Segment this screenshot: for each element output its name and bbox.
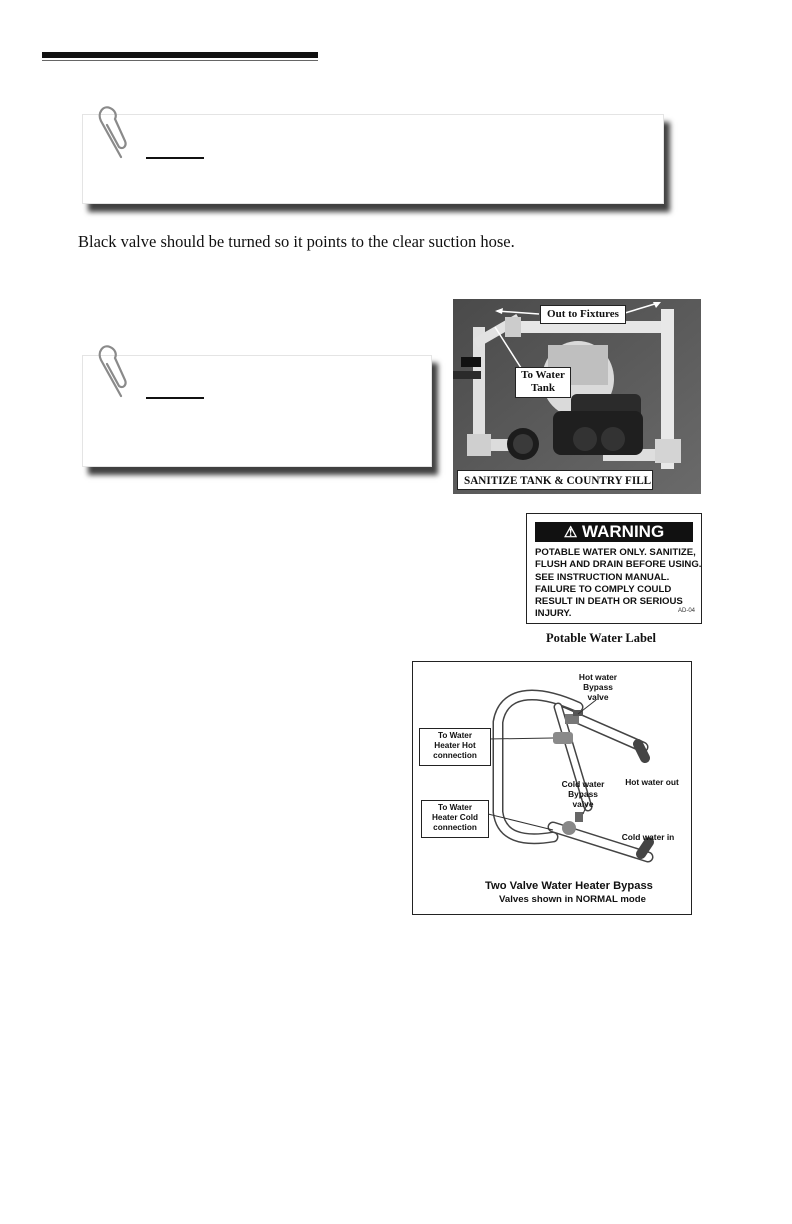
callout-to-water-tank: To Water Tank [515,367,571,398]
note-label-underline [146,397,204,399]
note-label-underline [146,157,204,159]
potable-water-warning-label [526,513,702,624]
photo-banner: SANITIZE TANK & COUNTRY FILL [457,470,653,490]
warning-triangle-icon: ⚠ [563,524,578,541]
bypass-pipe-illustration [413,662,691,914]
warning-banner [535,522,693,542]
label-to-heater-hot: To Water Heater Hot connection [419,728,491,766]
note-box-middle [82,355,432,467]
body-text: Black valve should be turned so it points to the clear suction hose. [78,232,515,251]
warning-body: POTABLE WATER ONLY. SANITIZE, FLUSH AND DRAIN BEFORE USING. SEE INSTRUCTION MANUAL. FAILURE TO COMPLY COULD RESULT IN DEATH OR SERIOUS INJURY. [535,547,702,620]
pump-photo [453,299,701,494]
paperclip-icon [95,342,131,404]
water-heater-bypass-diagram [412,661,692,915]
section-header-rule [42,52,318,58]
label-hot-water-out: Hot water out [625,777,679,787]
pump-photo-illustration [453,299,701,494]
section-header-rule-thin [42,60,318,61]
callout-out-to-fixtures: Out to Fixtures [540,305,626,324]
label-cold-bypass-valve: Cold water Bypass valve [561,779,605,809]
warning-heading: WARNING [582,522,665,541]
diagram-title: Two Valve Water Heater Bypass [485,880,653,892]
label-to-heater-cold: To Water Heater Cold connection [421,800,489,838]
label-cold-water-in: Cold water in [621,832,675,842]
diagram-subtitle: Valves shown in NORMAL mode [499,894,646,905]
warning-label-caption: Potable Water Label [546,631,656,645]
label-hot-bypass-valve: Hot water Bypass valve [578,672,618,702]
paperclip-icon [95,103,131,165]
note-box-top [82,114,664,204]
warning-code: AD-04 [677,608,695,614]
